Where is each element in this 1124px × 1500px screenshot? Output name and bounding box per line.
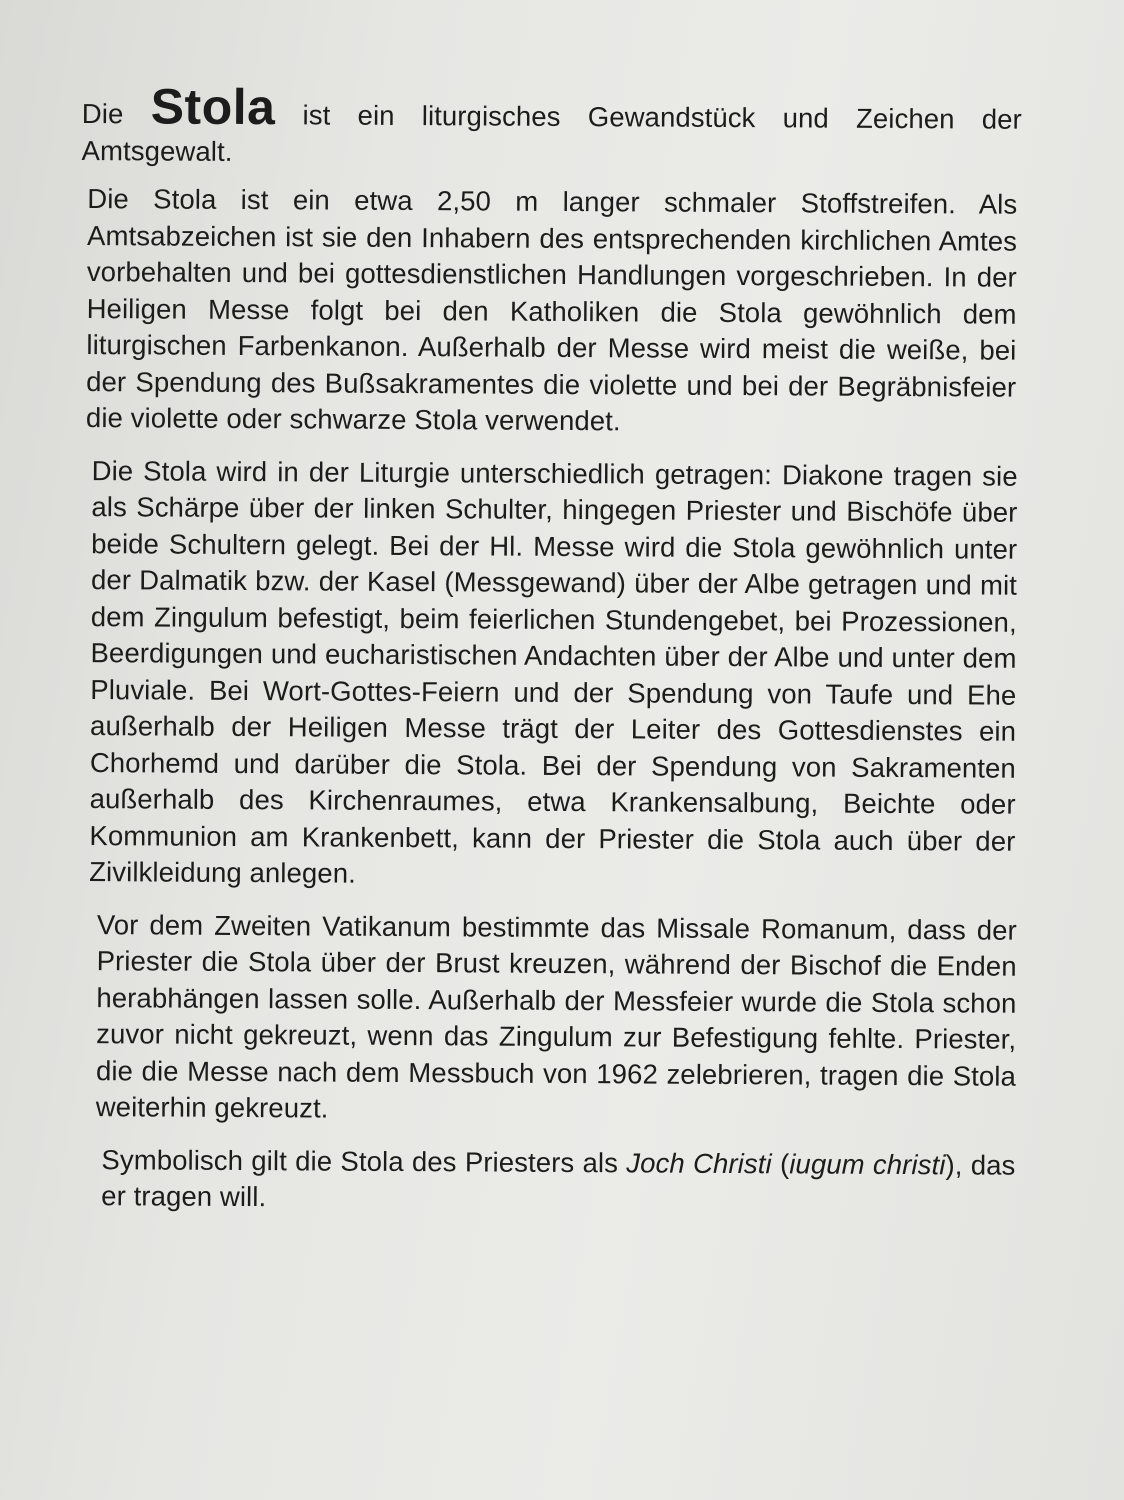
symbolism-text-2: ( [771, 1147, 790, 1179]
paragraph-history: Vor dem Zweiten Vatikanum bestimmte das Missale Romanum, dass der Priester die Stola über der Brust kreuzen, während der Bischof die Enden herabhängen lassen solle. Außerhalb der Messfeier wurde die Stola schon zuvor nicht gekreuzt, wenn das Zingulum zur Befestigung fehlte. Priester, die die Messe nach dem Messbuch von 1962 zelebrieren, tragen die Stola weiterhin gekreuzt. [95, 908, 1017, 1124]
paragraph-symbolism [75, 1141, 1015, 1220]
document-page [75, 78, 1022, 1236]
symbolism-text-3: ), das er tragen will. [101, 1148, 1016, 1213]
symbolism-text-1: Symbolisch gilt die Stola des Priesters als [101, 1143, 627, 1178]
symbolism-italic-2: iugum christi [789, 1147, 946, 1180]
paragraph-liturgy: Die Stola wird in der Liturgie unterschiedlich getragen: Diakone tragen sie als Schärpe über der linken Schulter, hingegen Priester und Bischöfe über beide Schultern gelegt. Bei der Hl. Messe wird die Stola gewöhnlich unter der Dalmatik bzw. der Kasel (Messgewand) über der Albe getragen und mit dem Zingulum befestigt, beim feierlichen Stundengebet, bei Prozessionen, Beerdigungen und eucharistischen Andachten über der Albe und unter dem Pluviale. Bei Wort-Gottes-Feiern und der Spendung von Taufe und Ehe außerhalb der Heiligen Messe trägt der Leiter des Gottesdienstes ein Chorhemd und darüber die Stola. Bei der Spendung von Sakramenten außerhalb des Kirchenraumes, etwa Krankensalbung, Beichte oder Kommunion am Krankenbett, kann der Priester die Stola auch über der Zivilkleidung anlegen. [89, 454, 1018, 889]
intro-paragraph [81, 78, 1022, 175]
symbolism-italic-1: Joch Christi [626, 1146, 772, 1179]
paragraph-definition: Die Stola ist ein etwa 2,50 m langer schmaler Stoffstreifen. Als Amtsabzeichen ist sie den Inhabern des entsprechenden kirchlichen Amtes vorbehalten und bei gottesdienstlichen Handlungen vorgeschrieben. In der Heiligen Messe folgt bei den Katholiken die Stola gewöhnlich dem liturgischen Farbenkanon. Außerhalb der Messe wird meist die weiße, bei der Spendung des Bußsakramentes die violette und bei der Begräbnisfeier die violette oder schwarze Stola verwendet. [85, 183, 1018, 437]
title-word: Stola [150, 78, 276, 136]
intro-text: ist ein liturgisches Gewandstück und Zeichen der Amtsgewalt. [81, 99, 1022, 167]
intro-lead-word: Die [81, 97, 124, 130]
